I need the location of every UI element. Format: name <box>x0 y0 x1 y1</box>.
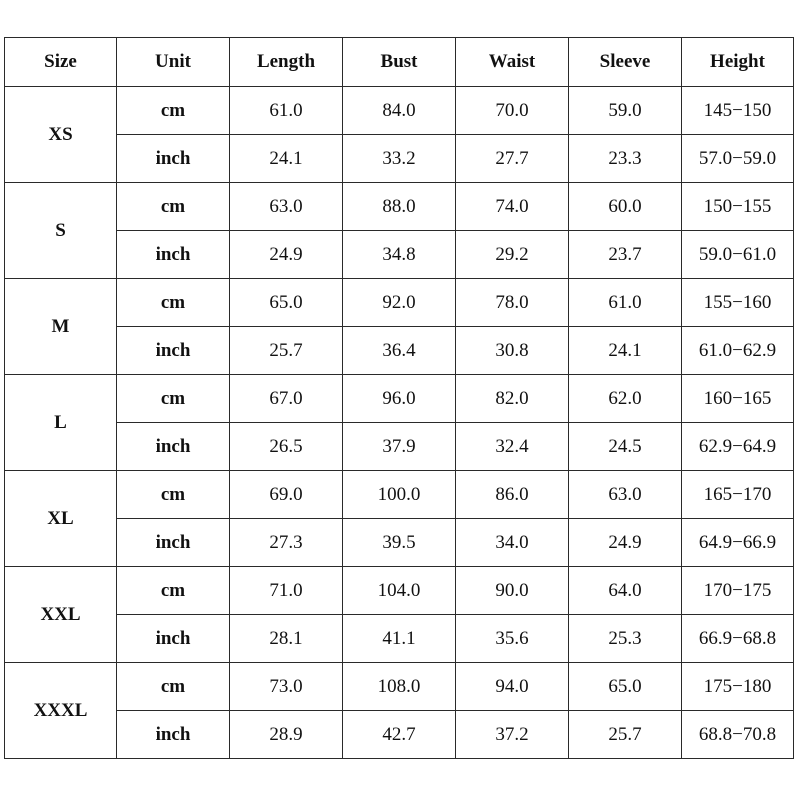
waist-cell: 86.0 <box>456 471 569 519</box>
sleeve-cell: 62.0 <box>569 375 682 423</box>
height-cell: 62.9−64.9 <box>682 423 794 471</box>
height-cell: 64.9−66.9 <box>682 519 794 567</box>
unit-cell: cm <box>117 567 230 615</box>
unit-cell: inch <box>117 231 230 279</box>
waist-cell: 94.0 <box>456 663 569 711</box>
waist-cell: 29.2 <box>456 231 569 279</box>
unit-cell: cm <box>117 183 230 231</box>
sleeve-cell: 23.7 <box>569 231 682 279</box>
length-cell: 24.1 <box>230 135 343 183</box>
waist-cell: 37.2 <box>456 711 569 759</box>
waist-cell: 27.7 <box>456 135 569 183</box>
waist-cell: 32.4 <box>456 423 569 471</box>
bust-cell: 92.0 <box>343 279 456 327</box>
length-cell: 28.9 <box>230 711 343 759</box>
waist-cell: 90.0 <box>456 567 569 615</box>
length-cell: 63.0 <box>230 183 343 231</box>
sleeve-cell: 24.5 <box>569 423 682 471</box>
length-cell: 24.9 <box>230 231 343 279</box>
table-body <box>5 87 794 759</box>
table-row <box>5 519 794 567</box>
waist-cell: 70.0 <box>456 87 569 135</box>
unit-cell: cm <box>117 663 230 711</box>
bust-cell: 37.9 <box>343 423 456 471</box>
unit-cell: inch <box>117 519 230 567</box>
length-cell: 27.3 <box>230 519 343 567</box>
table-row <box>5 423 794 471</box>
bust-cell: 34.8 <box>343 231 456 279</box>
table-row <box>5 87 794 135</box>
height-cell: 61.0−62.9 <box>682 327 794 375</box>
size-chart-table <box>4 37 794 759</box>
size-label-cell: L <box>5 375 117 471</box>
bust-cell: 41.1 <box>343 615 456 663</box>
table-row <box>5 471 794 519</box>
length-cell: 69.0 <box>230 471 343 519</box>
bust-cell: 33.2 <box>343 135 456 183</box>
sleeve-cell: 65.0 <box>569 663 682 711</box>
sleeve-cell: 25.3 <box>569 615 682 663</box>
length-cell: 73.0 <box>230 663 343 711</box>
unit-cell: cm <box>117 471 230 519</box>
waist-cell: 74.0 <box>456 183 569 231</box>
unit-cell: inch <box>117 423 230 471</box>
height-cell: 59.0−61.0 <box>682 231 794 279</box>
bust-cell: 84.0 <box>343 87 456 135</box>
bust-cell: 104.0 <box>343 567 456 615</box>
size-label-cell: XL <box>5 471 117 567</box>
table-row <box>5 711 794 759</box>
table-row <box>5 375 794 423</box>
height-cell: 57.0−59.0 <box>682 135 794 183</box>
header-waist: Waist <box>456 38 569 87</box>
sleeve-cell: 25.7 <box>569 711 682 759</box>
waist-cell: 35.6 <box>456 615 569 663</box>
waist-cell: 30.8 <box>456 327 569 375</box>
bust-cell: 100.0 <box>343 471 456 519</box>
waist-cell: 82.0 <box>456 375 569 423</box>
table-row <box>5 615 794 663</box>
height-cell: 165−170 <box>682 471 794 519</box>
table-row <box>5 231 794 279</box>
header-row <box>5 38 794 87</box>
length-cell: 71.0 <box>230 567 343 615</box>
height-cell: 155−160 <box>682 279 794 327</box>
header-sleeve: Sleeve <box>569 38 682 87</box>
size-label-cell: S <box>5 183 117 279</box>
table-row <box>5 327 794 375</box>
size-label-cell: XXXL <box>5 663 117 759</box>
header-length: Length <box>230 38 343 87</box>
unit-cell: cm <box>117 375 230 423</box>
height-cell: 170−175 <box>682 567 794 615</box>
size-label-cell: XS <box>5 87 117 183</box>
header-size: Size <box>5 38 117 87</box>
header-bust: Bust <box>343 38 456 87</box>
length-cell: 65.0 <box>230 279 343 327</box>
unit-cell: inch <box>117 327 230 375</box>
height-cell: 175−180 <box>682 663 794 711</box>
length-cell: 67.0 <box>230 375 343 423</box>
unit-cell: cm <box>117 279 230 327</box>
table-row <box>5 183 794 231</box>
sleeve-cell: 63.0 <box>569 471 682 519</box>
waist-cell: 34.0 <box>456 519 569 567</box>
unit-cell: inch <box>117 135 230 183</box>
length-cell: 61.0 <box>230 87 343 135</box>
height-cell: 160−165 <box>682 375 794 423</box>
length-cell: 28.1 <box>230 615 343 663</box>
waist-cell: 78.0 <box>456 279 569 327</box>
table-row <box>5 567 794 615</box>
size-label-cell: XXL <box>5 567 117 663</box>
bust-cell: 108.0 <box>343 663 456 711</box>
bust-cell: 96.0 <box>343 375 456 423</box>
sleeve-cell: 61.0 <box>569 279 682 327</box>
unit-cell: inch <box>117 711 230 759</box>
table-row <box>5 135 794 183</box>
length-cell: 26.5 <box>230 423 343 471</box>
bust-cell: 88.0 <box>343 183 456 231</box>
sleeve-cell: 59.0 <box>569 87 682 135</box>
table-row <box>5 279 794 327</box>
length-cell: 25.7 <box>230 327 343 375</box>
bust-cell: 42.7 <box>343 711 456 759</box>
table-row <box>5 663 794 711</box>
sleeve-cell: 24.1 <box>569 327 682 375</box>
height-cell: 66.9−68.8 <box>682 615 794 663</box>
sleeve-cell: 64.0 <box>569 567 682 615</box>
height-cell: 68.8−70.8 <box>682 711 794 759</box>
header-unit: Unit <box>117 38 230 87</box>
unit-cell: cm <box>117 87 230 135</box>
header-height: Height <box>682 38 794 87</box>
unit-cell: inch <box>117 615 230 663</box>
sleeve-cell: 60.0 <box>569 183 682 231</box>
bust-cell: 39.5 <box>343 519 456 567</box>
height-cell: 150−155 <box>682 183 794 231</box>
size-label-cell: M <box>5 279 117 375</box>
sleeve-cell: 24.9 <box>569 519 682 567</box>
bust-cell: 36.4 <box>343 327 456 375</box>
height-cell: 145−150 <box>682 87 794 135</box>
sleeve-cell: 23.3 <box>569 135 682 183</box>
